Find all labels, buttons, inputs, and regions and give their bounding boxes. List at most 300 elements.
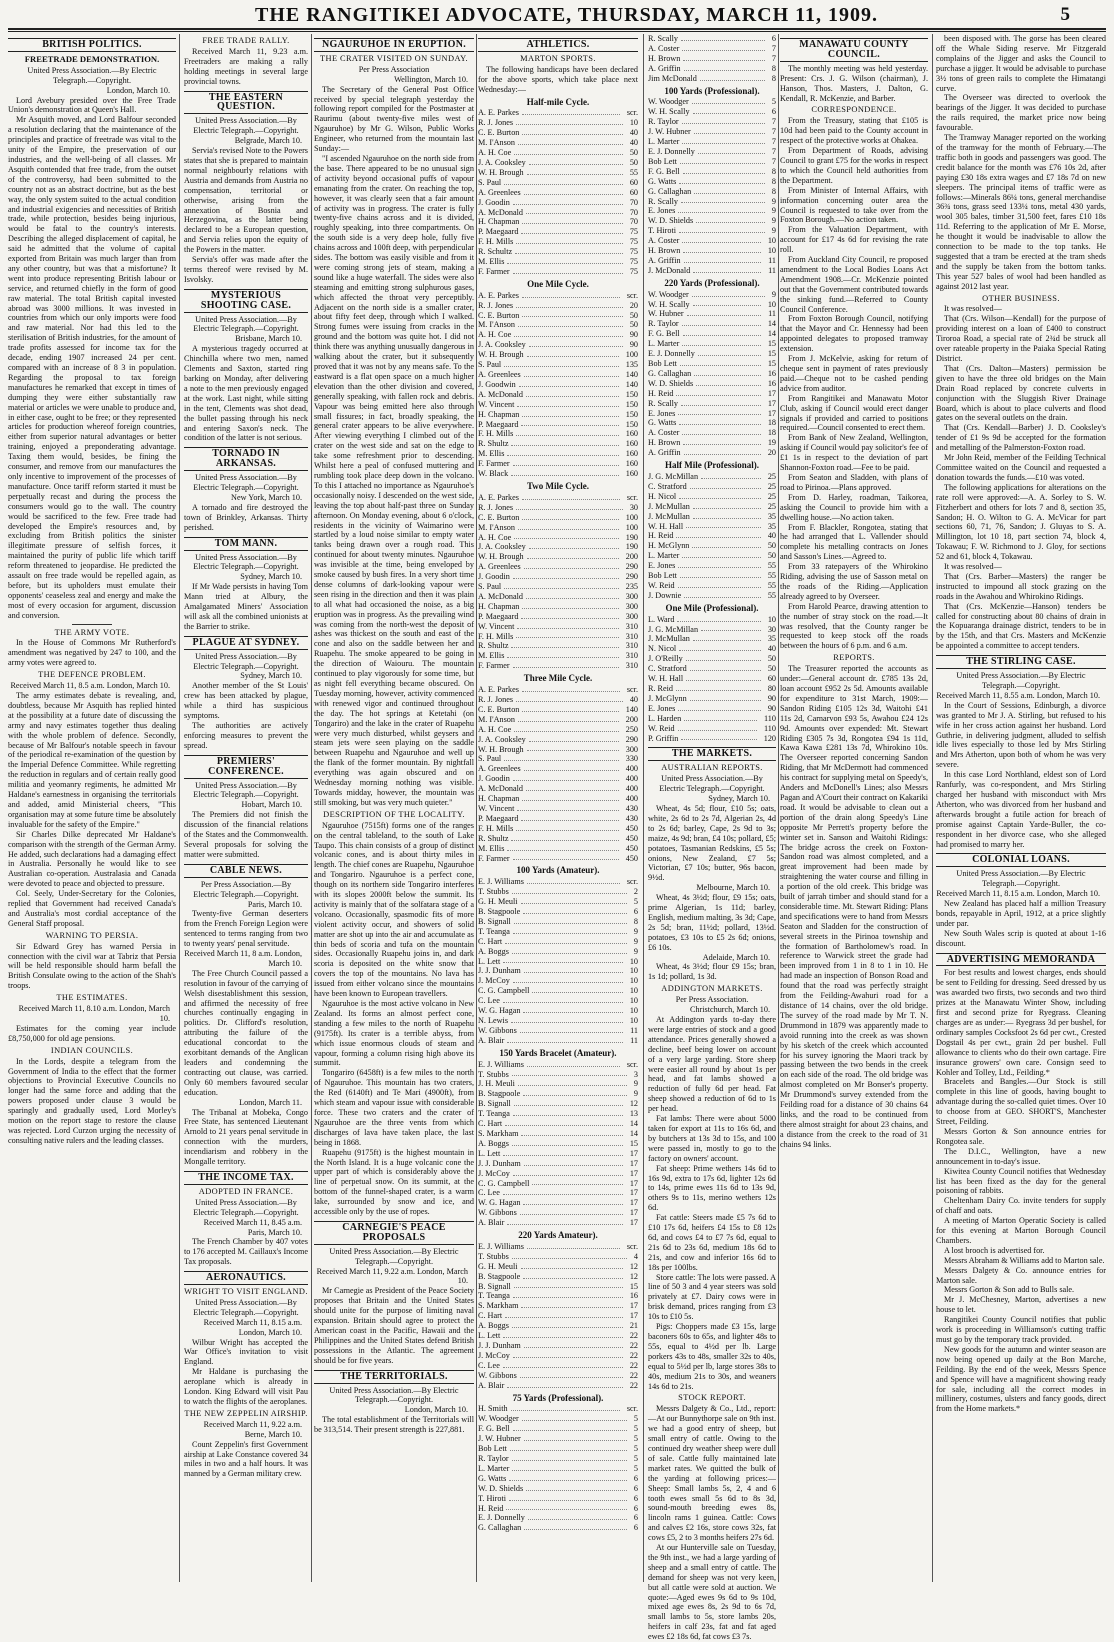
dateline: Received March 11, 8.5 a.m. London, March 10. (10, 681, 170, 691)
leader-dots (503, 1331, 623, 1338)
handicap-value: 135 (625, 360, 638, 370)
leader-dots (511, 1404, 620, 1411)
handicap-value: 150 (625, 389, 638, 399)
leader-dots (676, 684, 761, 691)
article-paragraph: A meeting of Marton Operatic Society is called for this evening at Marton Borough Council Chambers. (936, 1216, 1106, 1245)
handicap-row (648, 561, 776, 571)
competitor-name: G. Watts (478, 1473, 507, 1483)
handicap-row (478, 420, 638, 430)
article-paragraph: Rangitikei County Council notifies that public work is proceeding in Williamson's cutting traffic must go by the temporary track provided. (936, 1315, 1106, 1344)
competitor-name: L. Lett (478, 1331, 501, 1341)
article-paragraph: From Minister of Internal Affairs, with information concerning outer area the Council is requested to take over from the Foxton Borough.—No action taken. (780, 185, 928, 225)
article-paragraph: been disposed with. The gorse has been cleared off the Whale Siding reserve. Mr Fitzgerald complains of the Jigger and asks the Council to purchase a jigger. It would be advisable to purchase 3½ tons of green rails to complete the Himatangi curve. (936, 34, 1106, 93)
competitor-name: W. Reid (648, 723, 675, 733)
handicap-value: 17 (767, 408, 776, 418)
competitor-name: H. Chapman (478, 409, 520, 419)
handicap-row (648, 290, 776, 300)
leader-dots (522, 311, 622, 318)
leader-dots (513, 1424, 627, 1431)
handicap-row (648, 704, 776, 714)
leader-dots (524, 1341, 623, 1348)
handicap-value: 16 (767, 368, 776, 378)
separator (72, 624, 112, 625)
leader-dots (514, 1282, 623, 1289)
newspaper-title: THE RANGITIKEI ADVOCATE, THURSDAY, MARCH 11, 1909. (255, 4, 879, 26)
handicap-value: 7 (771, 146, 776, 156)
dateline: Received March 11, 8.10 a.m. London, March 10. (18, 1004, 170, 1023)
handicap-row (478, 1149, 638, 1159)
competitor-name: A. Griffin (648, 63, 681, 73)
handicap-value: 55 (767, 561, 776, 571)
handicap-row (478, 745, 638, 755)
handicap-value: 25 (767, 471, 776, 481)
handicap-row (478, 301, 638, 311)
handicap-value: 11 (630, 1035, 638, 1045)
handicap-value: 8 (771, 176, 776, 186)
headline-tom-mann: TOM MANN. (184, 537, 308, 551)
event-title: 100 Yards (Amateur). (516, 865, 600, 876)
handicap-value: 17 (629, 1158, 638, 1168)
competitor-name: F. H. Mills (478, 429, 514, 439)
handicap-row (478, 715, 638, 725)
dateline: Sydney, March 10. (240, 572, 302, 582)
handicap-value: 60 (629, 187, 638, 197)
handicap-value: 22 (629, 1341, 638, 1350)
handicap-row (648, 147, 776, 157)
leader-dots (693, 512, 761, 519)
article-paragraph: Twenty-five German deserters from the French Foreign Legion were sentenced to terms ranging from two to twenty years' penal servitude. (184, 909, 308, 949)
handicap-row (648, 266, 776, 276)
article-paragraph: Pigs: Choppers made £3 15s, large baconers 60s to 65s, and lighter 48s to 55s, equal to 4½d per lb. Large porkers 43s to 48s, smaller 32s to 40s, equal to 5½d per lb, large stores 38s to 40s, medium 21s to 30s, and weaners 14s 6d to 21s. (648, 1322, 776, 1391)
article-paragraph: Fat cattle: Steers made £5 7s 6d to £10 17s 6d, heifers £4 15s to £8 12s 6d, and cows £4 to £7 7s 6d, equal to 21s 6d to 23s 6d, medium 18s 6d to 21s, and cow and inferior 16s 6d to 18s per 100lbs. (648, 1213, 776, 1272)
handicap-row (478, 996, 638, 1006)
handicap-row (478, 612, 638, 622)
handicap-value: 150 (625, 419, 638, 429)
headline-plague: PLAGUE AT SYDNEY. (184, 636, 308, 650)
handicap-value: 11 (768, 255, 776, 265)
competitor-name: W. H. Brough (478, 552, 524, 562)
leader-dots (683, 246, 761, 253)
handicap-value: 21 (629, 1321, 638, 1331)
masthead-rule (8, 28, 1106, 30)
article-paragraph: New South Wales scrip is quoted at about 1-16 discount. (936, 928, 1106, 948)
leader-dots (521, 1262, 623, 1269)
leader-dots (507, 1381, 622, 1388)
event-title: Two Mile Cycle. (526, 480, 590, 491)
competitor-name: J. Goodin (478, 197, 510, 207)
handicap-row (478, 340, 638, 350)
competitor-name: A. Greenlees (478, 187, 521, 197)
handicap-row (648, 34, 776, 44)
competitor-name: J. G. McMillan (648, 471, 699, 481)
competitor-name: C. E. Burton (478, 128, 520, 138)
competitor-name: J. McMullan (648, 634, 690, 644)
leader-dots (690, 664, 761, 671)
handicap-row (478, 1504, 638, 1514)
competitor-name: G. Callaghan (648, 186, 692, 196)
handicap-value: scr. (626, 877, 638, 887)
handicap-value: 17 (767, 388, 776, 398)
competitor-name: J. McMullan (648, 501, 690, 511)
handicap-row (478, 1198, 638, 1208)
handicap-value: 11 (768, 309, 776, 319)
handicap-value: 40 (629, 695, 638, 704)
competitor-name: J. A. Cooksley (478, 157, 526, 167)
competitor-name: E. J. Williams (478, 1241, 524, 1251)
handicap-value: 90 (629, 340, 638, 350)
leader-dots (529, 542, 619, 549)
leader-dots (516, 237, 623, 244)
handicap-value: 9 (771, 206, 776, 216)
competitor-name: A. Greenlees (478, 562, 521, 572)
handicap-row (478, 814, 638, 824)
competitor-name: F. H. Mills (478, 237, 514, 247)
handicap-row (648, 349, 776, 359)
leader-dots (684, 448, 761, 455)
leader-dots (509, 1494, 627, 1501)
handicap-row (478, 685, 638, 695)
handicap-value: 6 (771, 34, 776, 43)
handicap-row (478, 1006, 638, 1016)
leader-dots (512, 1252, 627, 1259)
handicap-row (648, 226, 776, 236)
leader-dots (507, 449, 618, 456)
handicap-value: 6 (633, 1513, 638, 1523)
agency-line: United Press Association.—By Electric Telegraph.—Copyright. (329, 1385, 459, 1405)
handicap-row (478, 774, 638, 784)
handicap-value: 50 (767, 541, 776, 551)
handicap-row (478, 834, 638, 844)
competitor-name: M. I'Anson (478, 714, 515, 724)
article-paragraph: Count Zeppelin's first Government airship at Lake Constance covered 34 miles in two and a half hours. It was manned by a German military crew. (184, 1439, 308, 1479)
leader-dots (512, 887, 627, 894)
handicap-row (478, 1291, 638, 1301)
handicap-row (478, 1494, 638, 1504)
article-paragraph: Ngauruhoe (7515ft) forms one of the ranges on the central tableland, to the south of Lake Taupo. This chain consists of a group of distinct volcanic cones, and is about thirty miles in length. The chief cones are Ruapehu, Ngauruhoe and Tongariro. Ngauruhoe is a perfect cone, though on its northern side Tongariro interferes with its slopes 2000ft below the summit. Its activity is mainly that of the solfatara stage of a volcano. Occasionally, spasmodic fits of more violent activity occur, and showers of solid matter are shot up into the air and accumulate as thin beds of scoria and tufa on the mountain sides. Occasionally Ruapehu joins in, and dark scoria is deposited on the white snow that covers the top of the mountains. No lava has issued from either volcano since the mountains have been known to European travellers. (314, 820, 474, 999)
leader-dots (516, 695, 623, 702)
leader-dots (522, 410, 618, 417)
competitor-name: W. Hubner (648, 309, 684, 319)
handicap-value: 22 (629, 1370, 638, 1380)
handicap-row (478, 824, 638, 834)
competitor-name: L. Lett (478, 1148, 501, 1158)
leader-dots (512, 1321, 623, 1328)
leader-dots (523, 1089, 627, 1096)
headline-carnegie: CARNEGIE'S PEACE PROPOSALS (314, 1221, 474, 1245)
handicap-value: 400 (625, 794, 638, 804)
article-paragraph: That (Crs. Kendall—Barber) J. D. Cooksley's tender of £1 9s 9d be accepted for the formation and metalling of the Palmerston-Foxton road. (936, 423, 1106, 453)
event-title: Three Mile Cycle. (523, 673, 593, 684)
leader-dots (679, 418, 761, 425)
headline-tornado: TORNADO IN ARKANSAS. (184, 447, 308, 471)
handicap-value: 6 (633, 1493, 638, 1503)
handicap-value: 7 (771, 127, 776, 137)
leader-dots (511, 834, 618, 841)
article-paragraph: Ngauruhoe is the most active volcano in New Zealand. Its forms an almost perfect cone, standing a few miles to the north of Ruapehu (9175ft). Its crater is a terrible abyss, from which issue enormous clouds of steam and vapour, forming a column rising high above its summit. (314, 999, 474, 1068)
agency-line: United Press Association.—By Electric Telegraph.—Copyright. (193, 552, 299, 572)
handicap-value: 450 (625, 833, 638, 843)
handicap-row (648, 684, 776, 694)
handicap-value: 35 (767, 511, 776, 521)
handicap-row (478, 493, 638, 503)
handicap-value: 120 (763, 733, 776, 743)
competitor-name: A. Boggs (478, 1138, 509, 1148)
handicap-row (648, 216, 776, 226)
leader-dots (684, 256, 762, 263)
article-paragraph: Estimates for the coming year include £8,750,000 for old age pensions. (8, 1023, 176, 1043)
leader-dots (527, 552, 619, 559)
handicap-value: 17 (629, 1148, 638, 1158)
competitor-name: H. Brown (648, 438, 681, 448)
handicap-row (478, 449, 638, 459)
competitor-name: C. Lee (478, 996, 500, 1006)
handicap-value: 310 (625, 651, 638, 661)
handicap-value: 17 (629, 1301, 638, 1311)
leader-dots (517, 400, 618, 407)
handicap-value: 5 (771, 97, 776, 107)
handicap-row (478, 1188, 638, 1198)
leader-dots (521, 1129, 622, 1136)
leader-dots (521, 420, 618, 427)
column-3 (314, 34, 474, 1582)
leader-dots (512, 1070, 627, 1077)
article-paragraph: Messrs Dalgety & Co., Ltd., report:—At our Bunnythorpe sale on 9th inst. we had a good entry of sheep, but small entry of cattle. Owing to the continued dry weather sheep were dull of sale. Cattle fully maintained late market rates. We quitted the bulk of the yarding at following prices:—Sheep: Small lambs 5s, 2, 4 and 6 tooth ewes small 5s 6d to 8s 3d, sound-mouth breeding ewes 8s, lincoln rams 1 guinea. Cattle: Cows and calves £2 16s, store cows 32s, fat cows £5, 2 to 3 months heifers 27s 6d. (648, 1404, 776, 1543)
leader-dots (683, 438, 761, 445)
article-paragraph: Mr Haldane is purchasing the aeroplane which is already in London. King Edward will visit Pau to watch the flights of the aeroplanes. (184, 1367, 308, 1406)
competitor-name: B. Stagpoole (478, 1089, 521, 1099)
handicap-value: 10 (629, 996, 638, 1006)
leader-dots (509, 1474, 627, 1481)
article-paragraph: In this case Lord Northland, eldest son of Lord Ranfurly, was co-respondent, and Mrs Stirling charged her husband with misconduct with Mrs Atherton, who was divorced from her husband and afterwards brought a futile action for breach of promise against Captain Yarde-Buller, the co-respondent in her divorce case, who she alleged had promised to marry her. (936, 770, 1106, 849)
article-paragraph: "I ascended Ngauruhoe on the north side from the base. There appeared to be no unusual sign of activity beyond occasional puffs of vapour emanating from the crater. On reaching the top, however, it was clearly seen that a fair amount of activity was in progress. The crater is fully twenty-five chains across and it is divided, roughly speaking, into three compartments. On the south side is a very deep hole, fully five chains across and 100ft deep, with perpendicular sides. The bottom was easily visible and from it were coming strong jets of steam, making a sound like a huge waterfall. The sides were also steaming and emitting strong sulphurous gases, which affected the throat very perceptibly. Adjacent on the north side is a smaller crater, about fifty feet deep, through which I walked. Strong fumes were issuing from cracks in the ground and the bottom was quite hot. I did not think there was anything unusually dangerous in walking about the crater, but it subsequently proved that it was not by any means safe. To the eastward is a flat open space on a much higher elevation than the other division and covered, generally speaking, with fallen rock and debris. Vapour was being emitted here also through small fissures; in fact, broadly speaking, the general crater appears to be alive everywhere. After viewing everything I climbed out of the crater on the west side and sat on the edge to take some refreshment prior to descending. Whilst here a peal of confused muttering and rumbling took place deep down in the volcano. To this I attached no importance as Ngauruhoe's occasionally noisy. I descended on the west side, leaving the top about half-past three on Sunday afternoon. On Monday evening, about 6 o'clock, residents in the vicinity of Waimarino were startled by a loud noise similar to empty water tanks being drawn over a rough road. This continued for about twenty minutes. Ngauruhoe was invisible at the time, being enveloped by smoke caused by bush fires. In a very short time dense columns of dark-looking vapour were seen rising in the direction and then it was plain to all what had occasioned the noise, as a big eruption was in progress. As the prevailing wind was coming from the north-west the deposit of ashes was thickest on the south and east of the cone and also on the saddle between her and Ruapehu. The smoke appeared to be going in the direction of Waiouru. The mountain continued to play vigorously for some time, but as night fell everything became obscured. On Tuesday morning, however, activity commenced with renewed vigor and continued throughout the day. The hot springs at Ketetahi (on Tongariro) and the lake in the crater of Ruapehu were very much disturbed, whilst geysers and steam jets were seen playing on the saddle between Ruapehu and Ngauruhoe and well up the flank of the former mountain. By nightfall everything was again obscured and on Wednesday morning nothing was visible. Towards midday, however, the mountain was still smoking, but was very much quieter." (314, 153, 474, 807)
leader-dots (523, 1198, 622, 1205)
handicap-row (478, 1424, 638, 1434)
handicap-value: 18 (767, 428, 776, 438)
handicap-value: 160 (625, 469, 638, 479)
leader-dots (526, 784, 619, 791)
handicap-value: 140 (625, 370, 638, 379)
competitor-name: W. Gibbons (478, 1370, 517, 1380)
masthead (0, 0, 1114, 28)
leader-dots (507, 651, 618, 658)
leader-dots (524, 1523, 627, 1530)
competitor-name: C. Lee (478, 1360, 500, 1370)
handicap-value: 290 (625, 572, 638, 582)
leader-dots (683, 54, 765, 61)
handicap-row (648, 674, 776, 684)
article-paragraph: The Tramway Manager reported on the working of the tramway for the month of February.—The traffic both in goods and passengers was good. The credit balance for the month was £76 10s 2d, after paying £30 18s extra wages and £7 18s 7d on new sleepers. The principal items of traffic were as follows:—Minerals 86¼ tons, general merchandise 36¾ tons, grass seed 133¼ tons, metal 430 yards, wool 305 bales, timber 31,500 feet, fares £10 18s 11d. Referring to the application of Mr E. Morse, he thought it would be inadvisable to allow the connection to be made to the top tanks. He suggested that a tram be erected at the tram sheds and the supply be taken from the bottom tanks. This year 527 bales of wool had been handled as against 2012 last year. (936, 133, 1106, 291)
leader-dots (679, 644, 761, 651)
leader-dots (682, 236, 760, 243)
handicap-row (478, 227, 638, 237)
article-paragraph: For best results and lowest charges, ends should be sent to Feilding for dressing. Seed dressed by us was awarded two firsts, two seconds and two third prizes at the Manawatu Winter Show, including first and second prize for Ryegrass. Cleaning charges are as under:— Ryegrass 3d per bushel, for ordinary samples Cocksfoot 2s 6d per cwt., Crested Dogstail 4s per cwt., grain 2d per bushel. Full allowance to clients who do their own cartage. Fire insurance growers' own care. Consign seed to Kohler and Tolley, Ltd., Feilding.* (936, 968, 1106, 1077)
competitor-name: J. J. Dunham (478, 1341, 521, 1350)
article-paragraph: At our Hunterville sale on Tuesday, the 9th inst., we had a large yarding of sheep and a small entry of cattle. The demand for sheep was not very keen, but all cattle were sold at auction. We quote:—Aged ewes 9s 6d to 9s 10d, mixed age ewes 8s, 2s 9d to 6s 7d, small lambs to 5s, store lambs 20s, heifers in calf 23s, fat and fat aged ewes £2 18s 6d, fat cows £3 7s. (648, 1543, 776, 1642)
competitor-name: A. H. Coe (478, 724, 512, 734)
handicap-value: 110 (764, 723, 776, 733)
handicap-value: 75 (629, 257, 638, 267)
competitor-name: A. McDonald (478, 591, 524, 601)
column-rule (311, 34, 312, 1582)
handicap-value: 10 (629, 986, 638, 996)
competitor-name: G. Callaghan (648, 368, 692, 378)
handicap-value: 7 (771, 43, 776, 53)
competitor-name: H. Chapman (478, 217, 520, 227)
agency-line: United Press Association.—By Electric Telegraph.—Copyright. (193, 473, 299, 493)
handicap-row (478, 168, 638, 178)
competitor-name: W. Woodger (648, 97, 689, 107)
handicap-row (478, 410, 638, 420)
handicap-row (648, 197, 776, 207)
handicap-row (648, 551, 776, 561)
leader-dots (513, 976, 623, 983)
handicap-row (478, 503, 638, 513)
competitor-name: G. Callaghan (478, 1523, 522, 1533)
handicap-lists (478, 98, 638, 1534)
article-paragraph: Mr John Reid, member of the Feilding Technical Committee waited on the Council and requested a donation towards the funds.—£10 was voted. (936, 453, 1106, 482)
leader-dots (687, 309, 761, 316)
dateline: Adelaide, March 10. (702, 952, 770, 962)
agency-line: United Press Association.—By Electric Telegraph.—Copyright. (193, 780, 299, 800)
handicap-value: 4 (633, 1251, 638, 1261)
handicap-value: 17 (767, 398, 776, 408)
leader-dots (503, 996, 623, 1003)
competitor-name: T. Hiroti (648, 226, 677, 236)
leader-dots (515, 247, 623, 254)
handicap-value: 200 (625, 714, 638, 724)
leader-dots (513, 1109, 623, 1116)
article-paragraph: Wheat, 4s 3½d; flour £9 15s; bran, 1s 1d; pollard, 1s 3d. (648, 962, 776, 982)
handicap-value: 8 (771, 73, 776, 83)
handicap-value: 10 (767, 614, 776, 624)
headline-eastern-question: THE EASTERN QUESTION. (184, 91, 308, 115)
column-6 (780, 34, 928, 1582)
handicap-row (478, 1070, 638, 1080)
article-paragraph: Sir Edward Grey has warned Persia in connection with the civil war at Tabriz that Persia will be held responsible should harm befall the British Consulate owing to the action of the Shah's troops. (8, 941, 176, 991)
handicap-row (478, 844, 638, 854)
handicap-value: 55 (767, 571, 776, 581)
handicap-row (478, 1109, 638, 1119)
leader-dots (526, 390, 619, 397)
handicap-row (478, 552, 638, 562)
handicap-row (648, 127, 776, 137)
handicap-row (478, 966, 638, 976)
handicap-row (478, 602, 638, 612)
handicap-row (648, 438, 776, 448)
competitor-name: C. Stratford (648, 664, 687, 674)
leader-dots (504, 360, 619, 367)
competitor-name: J. Goodin (478, 774, 510, 784)
competitor-name: E. Jones (648, 703, 676, 713)
handicap-value: 5 (633, 897, 638, 907)
handicap-value: scr. (626, 1404, 638, 1414)
subhead-army-vote: THE ARMY VOTE. (54, 627, 130, 637)
leader-dots (527, 168, 623, 175)
handicap-value: 7 (771, 137, 776, 147)
leader-dots (696, 216, 765, 223)
handicap-value: 190 (625, 532, 638, 542)
leader-dots (504, 178, 623, 185)
article-paragraph: Servia's offer was made after the terms thereof were revised by M. Isvolsky. (184, 255, 308, 284)
handicap-value: 450 (625, 843, 638, 853)
dateline: Received March 11, 8.45 a.m. Paris, March 10. (203, 1217, 302, 1237)
article-paragraph: From Rangitikei and Manawatu Motor Club, asking if Council would erect danger signals if provided and carried to positions required.—Council consented to erect them. (780, 393, 928, 433)
handicap-row (478, 1444, 638, 1454)
competitor-name: F. G. Bell (648, 329, 680, 339)
competitor-name: A. Blair (478, 1218, 505, 1228)
competitor-name: J. A. Cooksley (478, 340, 526, 350)
handicap-row (478, 291, 638, 301)
competitor-name: M. Ellis (478, 257, 505, 267)
competitor-name: C. E. Burton (478, 512, 520, 522)
competitor-name: C. E. Burton (478, 310, 520, 320)
column-rule (179, 34, 180, 1582)
handicap-row (648, 581, 776, 591)
handicap-value: 60 (629, 177, 638, 187)
leader-dots (682, 551, 760, 558)
handicap-row (478, 1016, 638, 1026)
competitor-name: B. Stagpoole (478, 907, 521, 917)
handicap-value: 17 (629, 1208, 638, 1218)
leader-dots (524, 966, 623, 973)
leader-dots (700, 74, 765, 81)
handicap-value: 50 (629, 310, 638, 320)
article-paragraph: The French Chamber by 407 votes to 176 accepted M. Caillaux's Income Tax proposals. (184, 1237, 308, 1267)
article-paragraph: New goods for the autumn and winter season are now being opened up daily at the Bon Marche, Feilding. By the end of the week, Messrs Spence and Spence will have a magnificent showing ready for sale, including all the correct modes in millinery, costumes, ulsters and fancy goods, direct from the Home markets.* (936, 1344, 1106, 1414)
leader-dots (682, 44, 765, 51)
competitor-name: L. Marter (478, 1463, 510, 1473)
column-7 (936, 34, 1106, 1582)
competitor-name: R. J. Jones (478, 118, 514, 128)
leader-dots (513, 774, 619, 781)
leader-dots (686, 522, 761, 529)
handicap-value: 6 (633, 1523, 638, 1533)
handicap-row (648, 379, 776, 389)
leader-dots (682, 117, 765, 124)
subhead-correspondence: CORRESPONDENCE. (811, 105, 897, 115)
dateline: London, March 10. (404, 1405, 468, 1415)
handicap-value: 60 (767, 674, 776, 684)
leader-dots (516, 632, 618, 639)
handicap-row (478, 469, 638, 479)
article-paragraph: Tongariro (6458ft) is a few miles to the north of Ngauruhoe. This mountain has two craters, the Red (6140ft) and Te Mari (4900ft), from which steam and vapour issue with considerable force. These two craters and the crater of Ngauruhoe are the three vents from which discharges of lava have taken place, the last being in 1868. (314, 1068, 474, 1147)
leader-dots (518, 320, 623, 327)
handicap-row (478, 158, 638, 168)
handicap-value: 110 (764, 713, 776, 723)
handicap-value: 9 (771, 289, 776, 299)
competitor-name: C. Hart (478, 1311, 503, 1321)
competitor-name: F. Farmer (478, 661, 510, 671)
article-paragraph: From D. Harley, roadman, Taikorea, asking the Council to provide him with a dwelling house.—No action taken. (780, 492, 928, 522)
leader-dots (677, 615, 760, 622)
handicap-value: 22 (629, 1331, 638, 1341)
handicap-value: 10 (767, 236, 776, 246)
handicap-value: 310 (625, 631, 638, 641)
handicap-row (478, 1321, 638, 1331)
handicap-value: scr. (626, 108, 638, 118)
subhead-warning-to-persia: WARNING TO PERSIA. (45, 930, 139, 940)
competitor-name: R. Shultz (478, 833, 509, 843)
article-paragraph: New Zealand has placed half a million Treasury bonds, repayable in April, 1912, at a price slightly under par. (936, 899, 1106, 928)
handicap-value: 8 (771, 63, 776, 73)
handicap-row (648, 64, 776, 74)
headline-markets: THE MARKETS. (648, 747, 776, 761)
competitor-name: A. Coster (648, 43, 680, 53)
article-paragraph: Received March 11, 9.23 a.m. Freetraders are making a rally holding meetings in several large provincial towns. (184, 46, 308, 86)
handicap-row (648, 615, 776, 625)
handicap-value: 15 (767, 359, 776, 368)
handicap-row (478, 380, 638, 390)
